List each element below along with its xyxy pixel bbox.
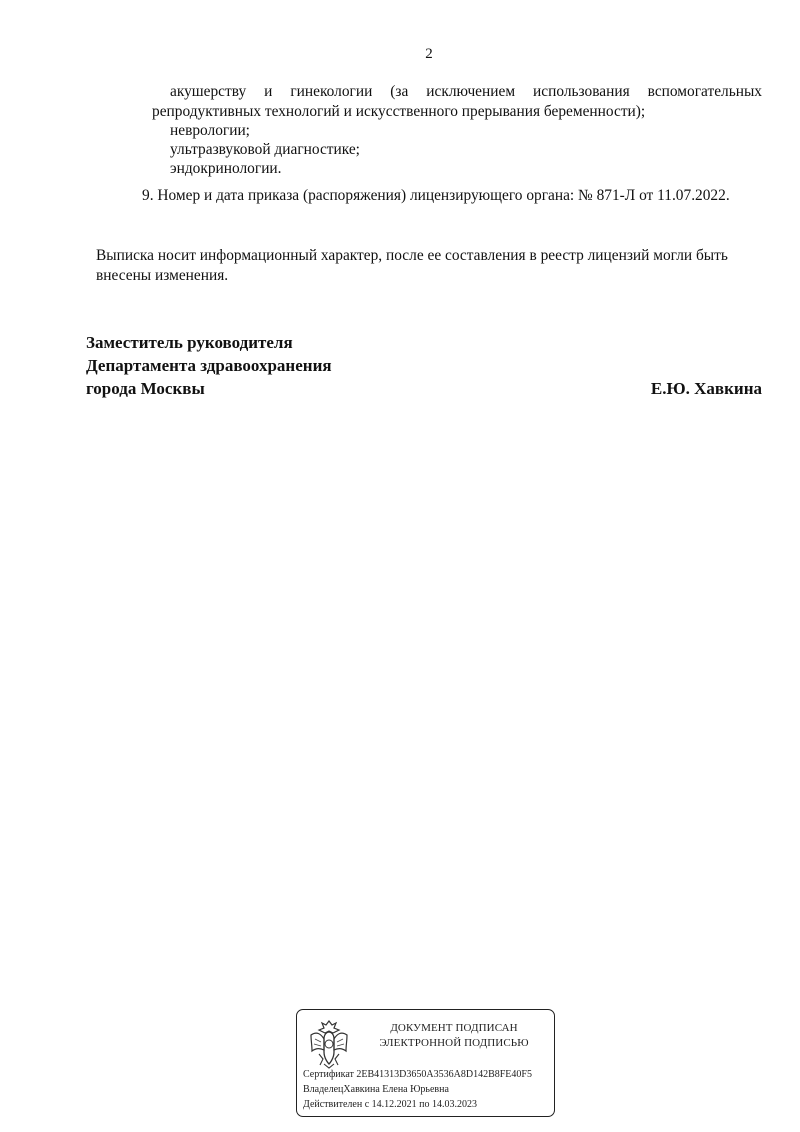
signature-heading [361,1021,547,1051]
certificate-number: Сертификат 2EB41313D3650A3536A8D142B8FE40F5 [303,1069,532,1080]
medical-services-continuation: репродуктивных технологий и искусственного прерывания беременности); [152,103,646,120]
medical-services-first-line: акушерству и гинекологии (за исключением использования вспомогательных [170,83,762,100]
certificate-owner: ВладелецХавкина Елена Юрьевна [303,1084,449,1095]
signatory-name: Е.Ю. Хавкина [650,379,762,398]
signatory-position-line: города Москвы [86,379,205,398]
signature-heading-line: ЭЛЕКТРОННОЙ ПОДПИСЬЮ [379,1037,529,1049]
information-notice: Выписка носит информационный характер, после ее составления в реестр лицензий могли быть внесены изменения. [96,247,728,284]
electronic-signature-stamp [296,1009,555,1117]
certificate-validity: Действителен с 14.12.2021 по 14.03.2023 [303,1099,477,1110]
signatory-position-line: Заместитель руководителя [86,333,293,352]
medical-service-item: эндокринологии. [170,160,282,177]
license-order-paragraph: 9. Номер и дата приказа (распоряжения) лицензирующего органа: № 871-Л от 11.07.2022. [142,187,730,204]
signature-heading-line: ДОКУМЕНТ ПОДПИСАН [390,1022,518,1034]
signatory-position [86,331,332,400]
page-number: 2 [425,46,433,62]
medical-service-item: неврологии; [170,122,250,139]
signatory-position-line: Департамента здравоохранения [86,356,332,375]
russian-coat-of-arms-icon [306,1017,352,1071]
medical-service-item: ультразвуковой диагностике; [170,141,360,158]
